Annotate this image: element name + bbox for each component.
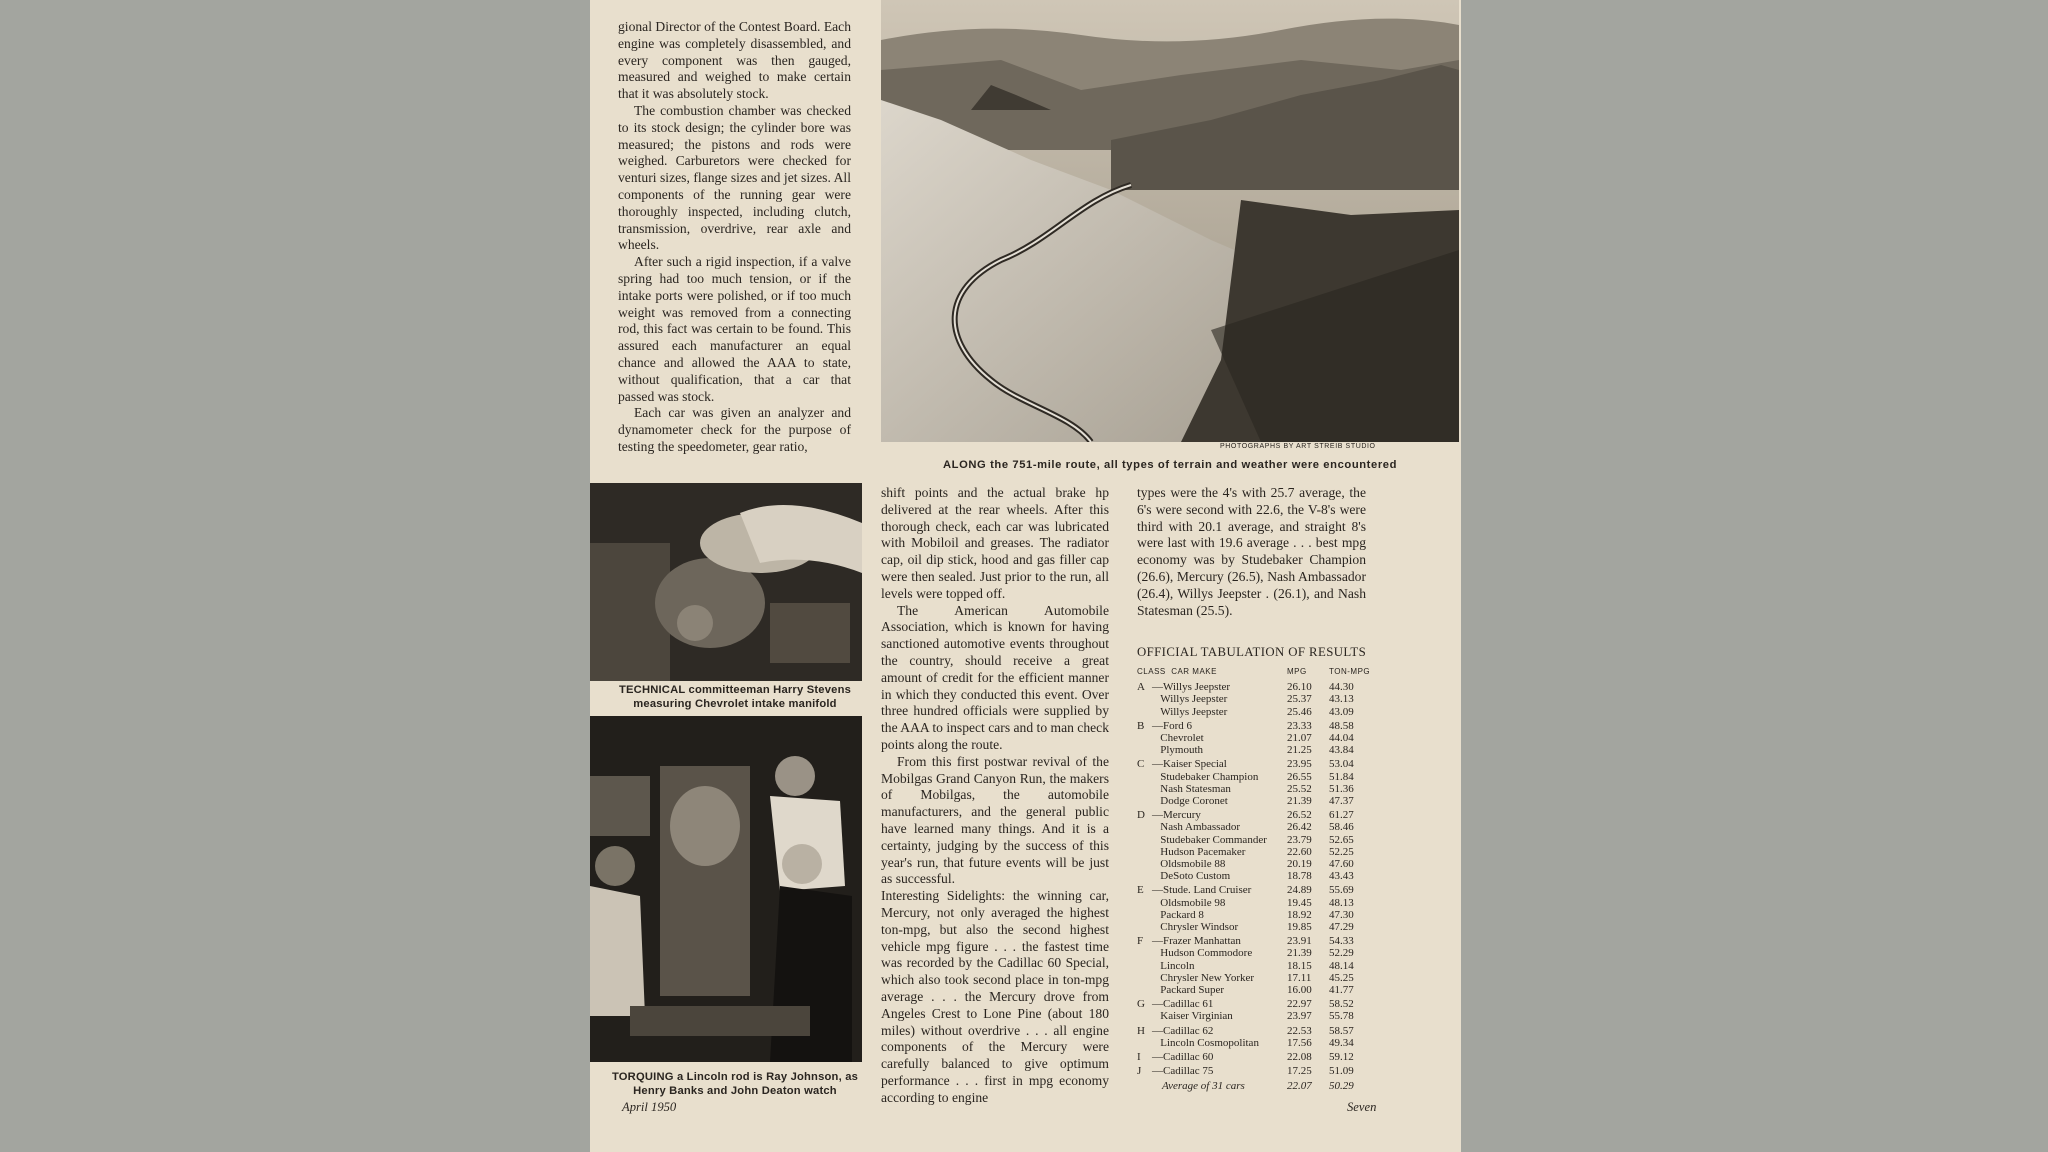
- mpg-value: 23.95: [1287, 758, 1312, 771]
- car-make: —Kaiser Special: [1152, 758, 1227, 771]
- ton-mpg-value: 47.60: [1329, 858, 1354, 871]
- ton-mpg-value: 49.34: [1329, 1036, 1354, 1049]
- table-row: [1137, 706, 1377, 718]
- ton-mpg-value: 43.13: [1329, 693, 1354, 706]
- paragraph: After such a rigid inspection, if a valve spring had too much tension, or if the intake ports were polished, or if too much weight was removed from a connecting rod, this fact was certain to be found. This assured each manufacturer an equal chance and allowed the AAA to state, without qualification, that a car that passed was stock.: [618, 254, 851, 404]
- mpg-value: 23.33: [1287, 719, 1312, 732]
- torquing-photo: [590, 716, 862, 1062]
- car-make: —Cadillac 61: [1152, 998, 1214, 1011]
- technical-caption-text: committeeman Harry Stevens measuring Chevrolet intake manifold: [633, 684, 852, 710]
- class-label: [1137, 897, 1152, 909]
- route-caption-text: the 751-mile route, all types of terrain and weather were encountered: [990, 459, 1398, 471]
- mpg-value: 26.42: [1287, 821, 1312, 834]
- mpg-value: 18.78: [1287, 870, 1312, 883]
- table-row: [1137, 897, 1377, 909]
- ton-mpg-value: 41.77: [1329, 984, 1354, 997]
- ton-mpg-value: 44.30: [1329, 681, 1354, 694]
- torquing-caption-lead: TORQUING: [611, 1071, 674, 1083]
- table-row: [1137, 681, 1377, 693]
- footer-date: April 1950: [622, 1100, 677, 1114]
- mpg-value: 21.39: [1287, 795, 1312, 808]
- average-mpg: 22.07: [1287, 1079, 1312, 1092]
- mpg-value: 24.89: [1287, 884, 1312, 897]
- class-label: [1137, 783, 1152, 795]
- car-make: Kaiser Virginian: [1152, 1010, 1233, 1023]
- class-label: [1137, 858, 1152, 870]
- car-make: Packard Super: [1152, 984, 1225, 997]
- results-table-title: OFFICIAL TABULATION OF RESULTS: [1137, 645, 1367, 659]
- ton-mpg-value: 54.33: [1329, 935, 1354, 948]
- mpg-value: 20.19: [1287, 858, 1312, 871]
- ton-mpg-value: 55.69: [1329, 884, 1354, 897]
- class-group: [1137, 681, 1377, 718]
- mpg-value: 23.79: [1287, 833, 1312, 846]
- torquing-caption-text: a Lincoln rod is Ray Johnson, as Henry Banks and John Deaton watch: [633, 1071, 859, 1097]
- class-label: E: [1137, 884, 1144, 897]
- class-label: [1137, 693, 1152, 705]
- car-make: Oldsmobile 98: [1152, 896, 1226, 909]
- route-caption: [881, 458, 1459, 472]
- mpg-value: 26.55: [1287, 770, 1312, 783]
- class-label: [1137, 1010, 1152, 1022]
- class-label: [1137, 744, 1152, 756]
- ton-mpg-value: 43.84: [1329, 744, 1354, 757]
- mpg-value: 19.85: [1287, 921, 1312, 934]
- mpg-value: 25.46: [1287, 705, 1312, 718]
- paragraph: Interesting Sidelights: the winning car, Mercury, not only averaged the highest ton-mpg, but also the second highest vehicle mpg figure . . . the fastest time was recorded by the Cadillac 60 Special, which also took second place in ton-mpg average . . . the Mercury drove from Angeles Crest to Lone Pine (about 180 miles) without overdrive . . . all engine components of the Mercury were carefully balanced to give optimum performance . . . first in mpg economy according to engine: [881, 888, 1109, 1105]
- mpg-value: 26.10: [1287, 681, 1312, 694]
- car-make: —Cadillac 62: [1152, 1024, 1214, 1037]
- car-make: Lincoln Cosmopolitan: [1152, 1036, 1259, 1049]
- article-column-1: [618, 19, 851, 456]
- footer-page-number: Seven: [1347, 1100, 1377, 1114]
- average-ton-mpg: 50.29: [1329, 1079, 1354, 1092]
- mpg-value: 19.45: [1287, 896, 1312, 909]
- torquing-caption: [610, 1070, 860, 1098]
- class-group: [1137, 720, 1377, 757]
- class-label: [1137, 909, 1152, 921]
- mpg-value: 25.37: [1287, 693, 1312, 706]
- class-label: G: [1137, 998, 1145, 1011]
- article-column-2: [881, 485, 1109, 1106]
- car-make: —Mercury: [1152, 809, 1201, 822]
- ton-mpg-value: 53.04: [1329, 758, 1354, 771]
- average-label: Average of 31 cars: [1162, 1079, 1245, 1092]
- mpg-value: 25.52: [1287, 782, 1312, 795]
- table-row: [1137, 909, 1377, 921]
- table-row: [1137, 1010, 1377, 1022]
- ton-mpg-value: 58.46: [1329, 821, 1354, 834]
- route-caption-lead: ALONG: [942, 459, 987, 471]
- mpg-value: 22.60: [1287, 845, 1312, 858]
- car-make: —Stude. Land Cruiser: [1152, 884, 1252, 897]
- car-make: Plymouth: [1152, 744, 1204, 757]
- car-make: —Frazer Manhattan: [1152, 935, 1241, 948]
- ton-mpg-value: 48.14: [1329, 959, 1354, 972]
- car-make: Studebaker Champion: [1152, 770, 1259, 783]
- mpg-value: 16.00: [1287, 984, 1312, 997]
- results-table-header: [1137, 666, 1377, 678]
- class-label: [1137, 870, 1152, 882]
- table-row: [1137, 960, 1377, 972]
- class-group: [1137, 758, 1377, 807]
- mpg-value: 18.92: [1287, 908, 1312, 921]
- table-row: [1137, 846, 1377, 858]
- table-row: [1137, 720, 1377, 732]
- ton-mpg-value: 47.30: [1329, 908, 1354, 921]
- car-make: —Cadillac 75: [1152, 1065, 1214, 1078]
- technical-caption: [610, 683, 860, 711]
- class-label: F: [1137, 935, 1144, 948]
- paragraph: Each car was given an analyzer and dynamometer check for the purpose of testing the speedometer, gear ratio,: [618, 405, 851, 454]
- table-row: [1137, 795, 1377, 807]
- ton-mpg-value: 61.27: [1329, 809, 1354, 822]
- car-make: Lincoln: [1152, 959, 1195, 972]
- table-row: [1137, 821, 1377, 833]
- mpg-value: 18.15: [1287, 959, 1312, 972]
- table-row: [1137, 947, 1377, 959]
- class-label: [1137, 846, 1152, 858]
- results-average-row: [1137, 1080, 1377, 1092]
- class-label: B: [1137, 719, 1145, 732]
- car-make: Dodge Coronet: [1152, 795, 1228, 808]
- table-row: [1137, 783, 1377, 795]
- class-label: [1137, 795, 1152, 807]
- mpg-value: 22.53: [1287, 1024, 1312, 1037]
- class-group: [1137, 998, 1377, 1022]
- mpg-value: 17.56: [1287, 1036, 1312, 1049]
- magazine-page: [590, 0, 1461, 1152]
- mpg-value: 21.07: [1287, 732, 1312, 745]
- table-row: [1137, 1065, 1377, 1077]
- paragraph: From this first postwar revival of the Mobilgas Grand Canyon Run, the makers of Mobilgas, the automobile manufacturers, and the general public have learned many things. And it is a certainty, judging by the success of this year's run, that future events will be just as successful.: [881, 753, 1109, 887]
- ton-mpg-value: 48.13: [1329, 896, 1354, 909]
- class-group: [1137, 1051, 1377, 1063]
- ton-mpg-value: 43.43: [1329, 870, 1354, 883]
- table-row: [1137, 771, 1377, 783]
- table-row: [1137, 744, 1377, 756]
- car-make: DeSoto Custom: [1152, 870, 1231, 883]
- car-make: Willys Jeepster: [1152, 693, 1228, 706]
- article-column-3: [1137, 485, 1366, 619]
- table-row: [1137, 870, 1377, 882]
- paragraph: types were the 4's with 25.7 average, the 6's were second with 22.6, the V-8's were third with 20.1 average, and straight 8's were last with 19.6 average . . . best mpg economy was by Studebaker Champion (26.6), Mercury (26.5), Nash Ambassador (26.4), Willys Jeepster . (26.1), and Nash Statesman (25.5).: [1137, 485, 1366, 618]
- car-make: Hudson Commodore: [1152, 947, 1253, 960]
- ton-mpg-value: 44.04: [1329, 732, 1354, 745]
- car-make: —Ford 6: [1152, 719, 1193, 732]
- class-label: [1137, 771, 1152, 783]
- class-label: J: [1137, 1065, 1142, 1078]
- results-table-body: [1137, 681, 1377, 1077]
- table-row: [1137, 984, 1377, 996]
- ton-mpg-value: 45.25: [1329, 971, 1354, 984]
- mpg-value: 21.25: [1287, 744, 1312, 757]
- table-row: [1137, 858, 1377, 870]
- mpg-value: 23.97: [1287, 1010, 1312, 1023]
- desert-route-photo: [881, 0, 1459, 442]
- class-label: [1137, 960, 1152, 972]
- class-label: D: [1137, 809, 1145, 822]
- class-label: [1137, 706, 1152, 718]
- car-make: Nash Statesman: [1152, 782, 1231, 795]
- paragraph: The American Automobile Association, which is known for having sanctioned automotive events throughout the country, should receive a great amount of credit for the efficient manner in which they conducted this event. Over three hundred officials were supplied by the AAA to inspect cars and to man check points along the route.: [881, 602, 1110, 752]
- class-label: [1137, 921, 1152, 933]
- car-make: —Willys Jeepster: [1152, 681, 1231, 694]
- table-row: [1137, 935, 1377, 947]
- class-group: [1137, 809, 1377, 882]
- ton-mpg-value: 51.36: [1329, 782, 1354, 795]
- class-label: A: [1137, 681, 1145, 694]
- header-ton-mpg: TON-MPG: [1329, 667, 1371, 676]
- paragraph: The combustion chamber was checked to its stock design; the cylinder bore was measured; the pistons and rods were weighed. Carburetors were checked for venturi sizes, flange sizes and jet sizes. All components of the running gear were thoroughly inspected, including clutch, transmission, overdrive, rear axle and wheels.: [618, 102, 851, 253]
- table-row: [1137, 1025, 1377, 1037]
- table-row: [1137, 972, 1377, 984]
- header-mpg: MPG: [1287, 667, 1307, 676]
- car-make: Chrysler New Yorker: [1152, 971, 1255, 984]
- class-label: [1137, 732, 1152, 744]
- ton-mpg-value: 58.57: [1329, 1024, 1354, 1037]
- mpg-value: 23.91: [1287, 935, 1312, 948]
- ton-mpg-value: 52.25: [1329, 845, 1354, 858]
- ton-mpg-value: 51.09: [1329, 1065, 1354, 1078]
- table-row: [1137, 693, 1377, 705]
- table-row: [1137, 758, 1377, 770]
- paragraph: gional Director of the Contest Board. Each engine was completely disassembled, and every component was then gauged, measured and weighed to make certain that it was absolutely stock.: [618, 19, 851, 102]
- photo-credit: PHOTOGRAPHS BY ART STREIB STUDIO: [1220, 443, 1376, 450]
- table-row: [1137, 809, 1377, 821]
- car-make: Studebaker Commander: [1152, 833, 1267, 846]
- table-row: [1137, 732, 1377, 744]
- class-label: I: [1137, 1051, 1141, 1064]
- mpg-value: 17.11: [1287, 971, 1312, 984]
- car-make: Nash Ambassador: [1152, 821, 1240, 834]
- ton-mpg-value: 47.37: [1329, 795, 1354, 808]
- mpg-value: 22.97: [1287, 998, 1312, 1011]
- ton-mpg-value: 58.52: [1329, 998, 1354, 1011]
- class-label: [1137, 972, 1152, 984]
- header-class-make: CLASS CAR MAKE: [1137, 667, 1217, 676]
- mpg-value: 22.08: [1287, 1051, 1312, 1064]
- technical-photo: [590, 483, 862, 681]
- results-table: [1137, 645, 1377, 1092]
- table-row: [1137, 998, 1377, 1010]
- table-row: [1137, 834, 1377, 846]
- car-make: Willys Jeepster: [1152, 705, 1228, 718]
- class-label: [1137, 821, 1152, 833]
- car-make: Hudson Pacemaker: [1152, 845, 1246, 858]
- ton-mpg-value: 52.29: [1329, 947, 1354, 960]
- paragraph: shift points and the actual brake hp delivered at the rear wheels. After this thorough check, each car was lubricated with Mobiloil and greases. The radiator cap, oil dip stick, hood and gas filler cap were then sealed. Just prior to the run, all levels were topped off.: [881, 485, 1109, 601]
- class-label: [1137, 834, 1152, 846]
- ton-mpg-value: 55.78: [1329, 1010, 1354, 1023]
- table-row: [1137, 884, 1377, 896]
- table-row: [1137, 1037, 1377, 1049]
- ton-mpg-value: 52.65: [1329, 833, 1354, 846]
- car-make: Chevrolet: [1152, 732, 1204, 745]
- car-make: Packard 8: [1152, 908, 1204, 921]
- ton-mpg-value: 59.12: [1329, 1051, 1354, 1064]
- class-group: [1137, 935, 1377, 996]
- mpg-value: 26.52: [1287, 809, 1312, 822]
- class-label: [1137, 984, 1152, 996]
- class-group: [1137, 884, 1377, 933]
- car-make: Chrysler Windsor: [1152, 921, 1239, 934]
- class-group: [1137, 1025, 1377, 1049]
- ton-mpg-value: 43.09: [1329, 705, 1354, 718]
- technical-caption-lead: TECHNICAL: [618, 684, 686, 696]
- ton-mpg-value: 48.58: [1329, 719, 1354, 732]
- mpg-value: 21.39: [1287, 947, 1312, 960]
- table-row: [1137, 921, 1377, 933]
- table-row: [1137, 1051, 1377, 1063]
- ton-mpg-value: 47.29: [1329, 921, 1354, 934]
- car-make: Oldsmobile 88: [1152, 858, 1226, 871]
- class-label: H: [1137, 1024, 1145, 1037]
- car-make: —Cadillac 60: [1152, 1051, 1214, 1064]
- class-label: C: [1137, 758, 1145, 771]
- class-group: [1137, 1065, 1377, 1077]
- ton-mpg-value: 51.84: [1329, 770, 1354, 783]
- class-label: [1137, 947, 1152, 959]
- mpg-value: 17.25: [1287, 1065, 1312, 1078]
- class-label: [1137, 1037, 1152, 1049]
